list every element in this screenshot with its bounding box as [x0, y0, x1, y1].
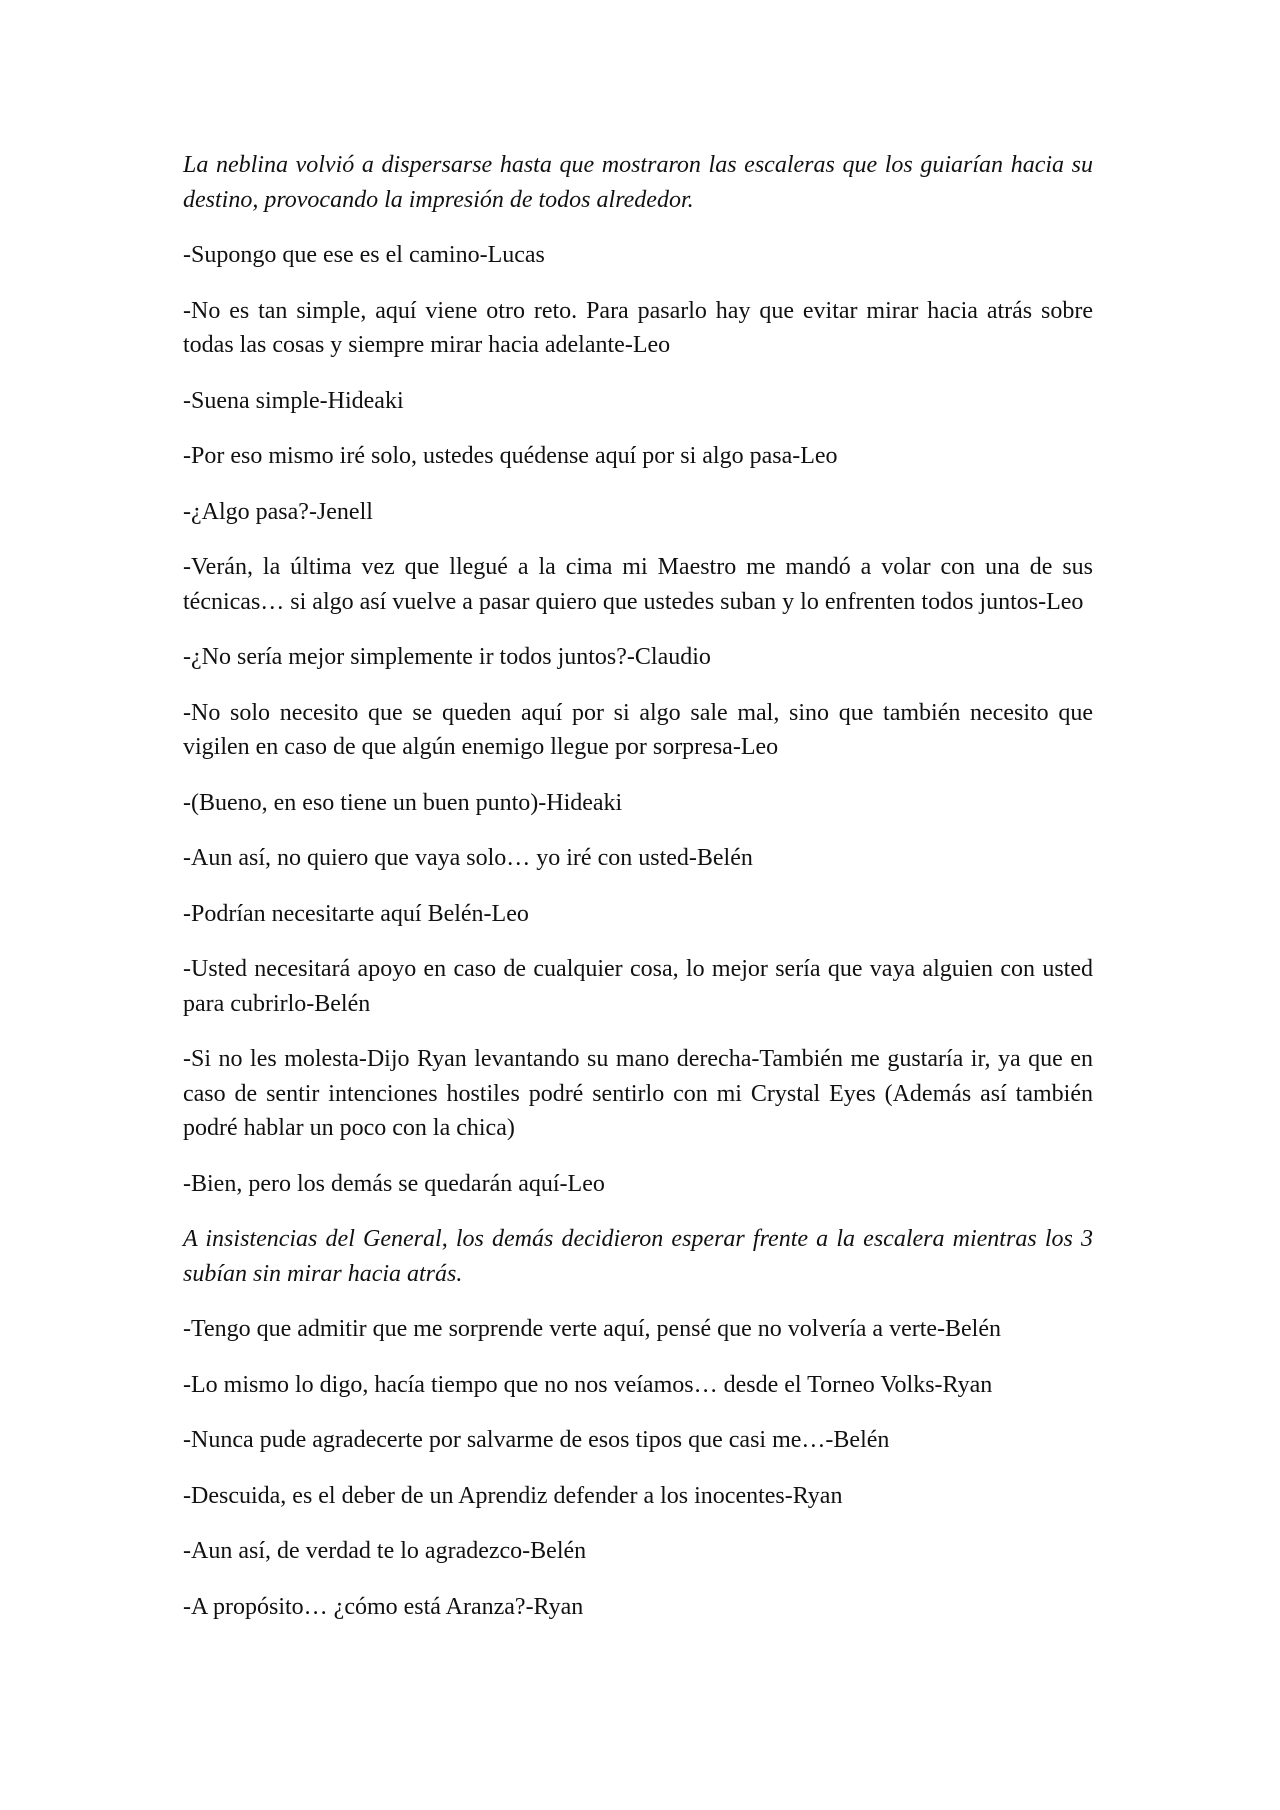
dialogue-line: -Nunca pude agradecerte por salvarme de esos tipos que casi me…-Belén — [183, 1427, 890, 1453]
dialogue-line: -Tengo que admitir que me sorprende verte aquí, pensé que no volvería a verte-Belén — [183, 1316, 1002, 1342]
dialogue-line: -Verán, la última vez que llegué a la cima mi Maestro me mandó a volar con una de sus técnicas… si algo así vuelve a pasar quiero que ustedes suban y lo enfrenten todos juntos-Leo — [183, 554, 1093, 615]
dialogue-line: -Aun así, de verdad te lo agradezco-Belén — [183, 1538, 587, 1564]
dialogue-line: -A propósito… ¿cómo está Aranza?-Ryan — [183, 1593, 584, 1620]
dialogue-line: -Bien, pero los demás se quedarán aquí-Leo — [183, 1170, 605, 1197]
dialogue-line: -¿Algo pasa?-Jenell — [183, 498, 373, 525]
dialogue-line: -Podrían necesitarte aquí Belén-Leo — [183, 900, 529, 927]
dialogue-line: -Si no les molesta-Dijo Ryan levantando su mano derecha-También me gustaría ir, ya que en caso de sentir intenciones hostiles podré sentirlo con mi Crystal Eyes (Además así también podré hablar un poco con la chica) — [183, 1046, 1093, 1141]
dialogue-line: -Aun así, no quiero que vaya solo… yo iré con usted-Belén — [183, 845, 753, 871]
narration-paragraph: A insistencias del General, los demás decidieron esperar frente a la escalera mientras los 3 subían sin mirar hacia atrás. — [183, 1226, 1093, 1287]
narration-paragraph: La neblina volvió a dispersarse hasta que mostraron las escaleras que los guiarían hacia su destino, provocando la impresión de todos alrededor. — [183, 152, 1093, 213]
dialogue-line: -No es tan simple, aquí viene otro reto. Para pasarlo hay que evitar mirar hacia atrás sobre todas las cosas y siempre mirar hacia adelante-Leo — [183, 297, 1093, 358]
dialogue-line: -Supongo que ese es el camino-Lucas — [183, 242, 545, 268]
dialogue-line: -Usted necesitará apoyo en caso de cualquier cosa, lo mejor sería que vaya alguien con usted para cubrirlo-Belén — [183, 956, 1093, 1017]
dialogue-line: -¿No sería mejor simplemente ir todos juntos?-Claudio — [183, 644, 711, 670]
dialogue-line: -Lo mismo lo digo, hacía tiempo que no nos veíamos… desde el Torneo Volks-Ryan — [183, 1371, 993, 1398]
document-page — [183, 148, 1093, 1645]
dialogue-line: -Suena simple-Hideaki — [183, 387, 404, 414]
dialogue-line: -(Bueno, en eso tiene un buen punto)-Hideaki — [183, 789, 623, 816]
dialogue-line: -Por eso mismo iré solo, ustedes quédense aquí por si algo pasa-Leo — [183, 443, 838, 469]
dialogue-line: -Descuida, es el deber de un Aprendiz defender a los inocentes-Ryan — [183, 1482, 843, 1509]
dialogue-line: -No solo necesito que se queden aquí por si algo sale mal, sino que también necesito que vigilen en caso de que algún enemigo llegue por sorpresa-Leo — [183, 699, 1093, 760]
